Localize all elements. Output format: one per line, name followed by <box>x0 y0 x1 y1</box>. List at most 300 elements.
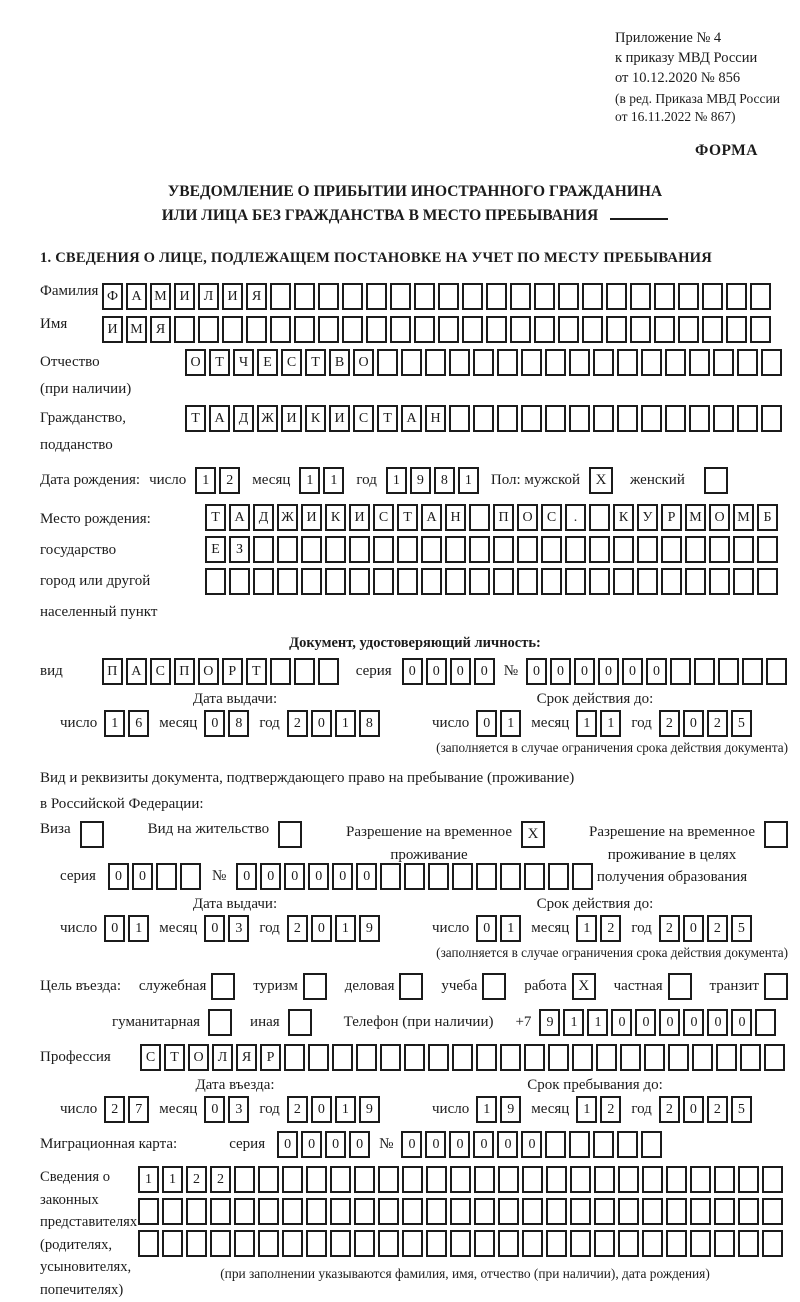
char-box[interactable]: 5 <box>731 915 752 942</box>
char-box[interactable] <box>229 568 250 595</box>
char-box[interactable] <box>733 536 754 563</box>
char-box[interactable] <box>510 316 531 343</box>
work-checkbox[interactable]: X <box>572 973 596 1000</box>
char-box[interactable]: 0 <box>598 658 619 685</box>
char-box[interactable]: Н <box>445 504 466 531</box>
char-box[interactable] <box>517 536 538 563</box>
char-box[interactable] <box>186 1230 207 1257</box>
char-box[interactable] <box>500 1044 521 1071</box>
char-box[interactable] <box>521 349 542 376</box>
char-box[interactable] <box>593 1131 614 1158</box>
char-box[interactable]: 0 <box>473 1131 494 1158</box>
char-box[interactable] <box>318 283 339 310</box>
char-box[interactable] <box>234 1198 255 1225</box>
char-box[interactable]: С <box>541 504 562 531</box>
char-box[interactable] <box>594 1166 615 1193</box>
char-box[interactable]: 0 <box>284 863 305 890</box>
char-box[interactable] <box>716 1044 737 1071</box>
char-box[interactable] <box>565 536 586 563</box>
char-box[interactable]: И <box>301 504 322 531</box>
char-box[interactable] <box>414 283 435 310</box>
char-box[interactable] <box>428 863 449 890</box>
char-box[interactable] <box>270 283 291 310</box>
char-box[interactable] <box>445 536 466 563</box>
char-box[interactable]: 0 <box>277 1131 298 1158</box>
char-box[interactable]: С <box>373 504 394 531</box>
char-box[interactable]: 0 <box>356 863 377 890</box>
char-box[interactable] <box>522 1230 543 1257</box>
char-box[interactable] <box>462 283 483 310</box>
char-box[interactable] <box>546 1166 567 1193</box>
char-box[interactable] <box>713 349 734 376</box>
char-box[interactable] <box>637 536 658 563</box>
char-box[interactable] <box>342 316 363 343</box>
char-box[interactable] <box>438 283 459 310</box>
char-box[interactable] <box>666 1166 687 1193</box>
char-box[interactable]: Я <box>246 283 267 310</box>
char-box[interactable]: 0 <box>611 1009 632 1036</box>
char-box[interactable] <box>738 1198 759 1225</box>
char-box[interactable] <box>617 405 638 432</box>
char-box[interactable] <box>685 568 706 595</box>
char-box[interactable] <box>546 1198 567 1225</box>
char-box[interactable]: 2 <box>600 915 621 942</box>
char-box[interactable] <box>546 1230 567 1257</box>
char-box[interactable] <box>402 1230 423 1257</box>
char-box[interactable] <box>330 1230 351 1257</box>
char-box[interactable] <box>500 863 521 890</box>
char-box[interactable]: О <box>198 658 219 685</box>
char-box[interactable]: 2 <box>210 1166 231 1193</box>
char-box[interactable] <box>548 863 569 890</box>
char-box[interactable] <box>620 1044 641 1071</box>
char-box[interactable]: К <box>613 504 634 531</box>
char-box[interactable] <box>426 1166 447 1193</box>
char-box[interactable] <box>452 1044 473 1071</box>
char-box[interactable] <box>174 316 195 343</box>
char-box[interactable] <box>210 1230 231 1257</box>
char-box[interactable] <box>714 1230 735 1257</box>
char-box[interactable] <box>572 863 593 890</box>
char-box[interactable] <box>498 1198 519 1225</box>
char-box[interactable]: 2 <box>219 467 240 494</box>
char-box[interactable] <box>666 1198 687 1225</box>
char-box[interactable]: А <box>401 405 422 432</box>
char-box[interactable] <box>582 316 603 343</box>
char-box[interactable] <box>486 283 507 310</box>
char-box[interactable]: 2 <box>287 710 308 737</box>
char-box[interactable] <box>582 283 603 310</box>
char-box[interactable]: З <box>229 536 250 563</box>
char-box[interactable] <box>330 1166 351 1193</box>
char-box[interactable] <box>709 568 730 595</box>
char-box[interactable]: 1 <box>587 1009 608 1036</box>
char-box[interactable]: Я <box>236 1044 257 1071</box>
char-box[interactable] <box>718 658 739 685</box>
char-box[interactable]: 2 <box>600 1096 621 1123</box>
char-box[interactable] <box>654 283 675 310</box>
char-box[interactable] <box>589 536 610 563</box>
char-box[interactable] <box>497 405 518 432</box>
char-box[interactable]: 0 <box>683 915 704 942</box>
char-box[interactable] <box>306 1166 327 1193</box>
char-box[interactable] <box>766 658 787 685</box>
visa-checkbox[interactable] <box>80 821 104 848</box>
char-box[interactable]: 0 <box>349 1131 370 1158</box>
char-box[interactable]: Т <box>209 349 230 376</box>
char-box[interactable] <box>534 316 555 343</box>
char-box[interactable]: А <box>126 658 147 685</box>
char-box[interactable]: П <box>493 504 514 531</box>
char-box[interactable]: 0 <box>402 658 423 685</box>
char-box[interactable]: 8 <box>434 467 455 494</box>
char-box[interactable] <box>755 1009 776 1036</box>
humanitarian-checkbox[interactable] <box>208 1009 232 1036</box>
char-box[interactable]: 0 <box>497 1131 518 1158</box>
char-box[interactable] <box>401 349 422 376</box>
char-box[interactable]: 0 <box>646 658 667 685</box>
study-checkbox[interactable] <box>482 973 506 1000</box>
char-box[interactable] <box>284 1044 305 1071</box>
char-box[interactable] <box>476 1044 497 1071</box>
char-box[interactable] <box>565 568 586 595</box>
char-box[interactable]: Ж <box>257 405 278 432</box>
char-box[interactable] <box>690 1230 711 1257</box>
char-box[interactable]: В <box>329 349 350 376</box>
char-box[interactable] <box>761 405 782 432</box>
char-box[interactable] <box>545 349 566 376</box>
char-box[interactable] <box>570 1198 591 1225</box>
char-box[interactable] <box>330 1198 351 1225</box>
char-box[interactable] <box>438 316 459 343</box>
char-box[interactable]: М <box>150 283 171 310</box>
char-box[interactable]: 1 <box>162 1166 183 1193</box>
char-box[interactable] <box>234 1166 255 1193</box>
char-box[interactable] <box>641 405 662 432</box>
char-box[interactable]: 1 <box>104 710 125 737</box>
char-box[interactable] <box>318 658 339 685</box>
char-box[interactable] <box>545 1131 566 1158</box>
char-box[interactable] <box>762 1166 783 1193</box>
char-box[interactable]: С <box>353 405 374 432</box>
char-box[interactable] <box>630 316 651 343</box>
char-box[interactable] <box>397 568 418 595</box>
char-box[interactable] <box>569 405 590 432</box>
char-box[interactable]: 2 <box>707 1096 728 1123</box>
char-box[interactable]: М <box>685 504 706 531</box>
char-box[interactable]: Ч <box>233 349 254 376</box>
char-box[interactable] <box>449 349 470 376</box>
char-box[interactable]: 0 <box>204 915 225 942</box>
char-box[interactable]: 0 <box>574 658 595 685</box>
char-box[interactable] <box>306 1198 327 1225</box>
private-checkbox[interactable] <box>668 973 692 1000</box>
char-box[interactable]: 1 <box>128 915 149 942</box>
char-box[interactable]: Н <box>425 405 446 432</box>
char-box[interactable] <box>378 1230 399 1257</box>
char-box[interactable] <box>665 405 686 432</box>
sex-female-checkbox[interactable] <box>704 467 728 494</box>
char-box[interactable] <box>541 536 562 563</box>
char-box[interactable] <box>205 568 226 595</box>
char-box[interactable] <box>473 405 494 432</box>
char-box[interactable]: 9 <box>500 1096 521 1123</box>
char-box[interactable]: 1 <box>500 710 521 737</box>
char-box[interactable] <box>666 1230 687 1257</box>
char-box[interactable]: О <box>185 349 206 376</box>
char-box[interactable]: 0 <box>311 1096 332 1123</box>
char-box[interactable] <box>570 1230 591 1257</box>
char-box[interactable] <box>325 568 346 595</box>
char-box[interactable] <box>486 316 507 343</box>
char-box[interactable] <box>738 1166 759 1193</box>
char-box[interactable] <box>277 568 298 595</box>
char-box[interactable]: 0 <box>301 1131 322 1158</box>
char-box[interactable] <box>258 1230 279 1257</box>
char-box[interactable]: 0 <box>401 1131 422 1158</box>
char-box[interactable] <box>497 349 518 376</box>
char-box[interactable]: 0 <box>550 658 571 685</box>
char-box[interactable]: 0 <box>260 863 281 890</box>
char-box[interactable] <box>428 1044 449 1071</box>
char-box[interactable] <box>294 316 315 343</box>
char-box[interactable] <box>521 405 542 432</box>
char-box[interactable] <box>474 1166 495 1193</box>
char-box[interactable]: 2 <box>707 915 728 942</box>
char-box[interactable] <box>762 1230 783 1257</box>
char-box[interactable] <box>618 1230 639 1257</box>
char-box[interactable]: А <box>421 504 442 531</box>
char-box[interactable] <box>138 1198 159 1225</box>
char-box[interactable] <box>541 568 562 595</box>
char-box[interactable] <box>354 1166 375 1193</box>
char-box[interactable]: 1 <box>138 1166 159 1193</box>
char-box[interactable]: 0 <box>311 710 332 737</box>
other-purpose-checkbox[interactable] <box>288 1009 312 1036</box>
char-box[interactable] <box>210 1198 231 1225</box>
char-box[interactable] <box>349 536 370 563</box>
char-box[interactable] <box>366 316 387 343</box>
char-box[interactable] <box>342 283 363 310</box>
char-box[interactable] <box>642 1230 663 1257</box>
char-box[interactable] <box>426 1198 447 1225</box>
char-box[interactable]: Т <box>164 1044 185 1071</box>
char-box[interactable] <box>589 504 610 531</box>
char-box[interactable] <box>162 1230 183 1257</box>
char-box[interactable] <box>661 536 682 563</box>
business-checkbox[interactable] <box>399 973 423 1000</box>
char-box[interactable] <box>596 1044 617 1071</box>
char-box[interactable] <box>452 863 473 890</box>
char-box[interactable] <box>473 349 494 376</box>
char-box[interactable]: 1 <box>335 1096 356 1123</box>
char-box[interactable] <box>258 1198 279 1225</box>
char-box[interactable] <box>713 405 734 432</box>
char-box[interactable]: 8 <box>359 710 380 737</box>
char-box[interactable]: 1 <box>335 915 356 942</box>
char-box[interactable] <box>757 536 778 563</box>
char-box[interactable] <box>390 283 411 310</box>
char-box[interactable] <box>498 1230 519 1257</box>
char-box[interactable] <box>641 349 662 376</box>
char-box[interactable]: 0 <box>104 915 125 942</box>
char-box[interactable]: 8 <box>228 710 249 737</box>
char-box[interactable] <box>198 316 219 343</box>
char-box[interactable]: Р <box>661 504 682 531</box>
char-box[interactable] <box>641 1131 662 1158</box>
char-box[interactable] <box>469 536 490 563</box>
char-box[interactable] <box>637 568 658 595</box>
char-box[interactable] <box>589 568 610 595</box>
official-checkbox[interactable] <box>211 973 235 1000</box>
char-box[interactable] <box>476 863 497 890</box>
char-box[interactable]: Т <box>185 405 206 432</box>
char-box[interactable]: П <box>174 658 195 685</box>
char-box[interactable] <box>522 1166 543 1193</box>
char-box[interactable] <box>569 349 590 376</box>
char-box[interactable] <box>377 349 398 376</box>
char-box[interactable] <box>665 349 686 376</box>
char-box[interactable]: А <box>126 283 147 310</box>
char-box[interactable]: А <box>209 405 230 432</box>
char-box[interactable] <box>690 1166 711 1193</box>
char-box[interactable] <box>301 568 322 595</box>
char-box[interactable] <box>545 405 566 432</box>
char-box[interactable] <box>180 863 201 890</box>
char-box[interactable]: 0 <box>659 1009 680 1036</box>
char-box[interactable]: 9 <box>410 467 431 494</box>
char-box[interactable]: 0 <box>425 1131 446 1158</box>
char-box[interactable] <box>737 405 758 432</box>
char-box[interactable]: 9 <box>359 1096 380 1123</box>
char-box[interactable] <box>258 1166 279 1193</box>
char-box[interactable]: 0 <box>731 1009 752 1036</box>
char-box[interactable]: 5 <box>731 710 752 737</box>
char-box[interactable]: 1 <box>500 915 521 942</box>
char-box[interactable] <box>421 568 442 595</box>
char-box[interactable]: К <box>325 504 346 531</box>
char-box[interactable]: 0 <box>521 1131 542 1158</box>
char-box[interactable]: К <box>305 405 326 432</box>
char-box[interactable] <box>450 1166 471 1193</box>
char-box[interactable] <box>449 405 470 432</box>
char-box[interactable] <box>613 536 634 563</box>
char-box[interactable]: 0 <box>476 710 497 737</box>
char-box[interactable] <box>618 1166 639 1193</box>
char-box[interactable]: У <box>637 504 658 531</box>
char-box[interactable]: И <box>329 405 350 432</box>
char-box[interactable]: А <box>229 504 250 531</box>
char-box[interactable] <box>186 1198 207 1225</box>
char-box[interactable] <box>689 349 710 376</box>
char-box[interactable] <box>689 405 710 432</box>
char-box[interactable]: 0 <box>325 1131 346 1158</box>
char-box[interactable] <box>733 568 754 595</box>
char-box[interactable] <box>642 1198 663 1225</box>
char-box[interactable]: 2 <box>104 1096 125 1123</box>
char-box[interactable] <box>349 568 370 595</box>
char-box[interactable] <box>570 1166 591 1193</box>
char-box[interactable] <box>558 283 579 310</box>
char-box[interactable]: И <box>102 316 123 343</box>
char-box[interactable] <box>654 316 675 343</box>
char-box[interactable]: Б <box>757 504 778 531</box>
char-box[interactable]: И <box>281 405 302 432</box>
char-box[interactable] <box>356 1044 377 1071</box>
char-box[interactable]: 0 <box>526 658 547 685</box>
char-box[interactable]: 2 <box>186 1166 207 1193</box>
char-box[interactable]: И <box>222 283 243 310</box>
char-box[interactable] <box>742 658 763 685</box>
char-box[interactable] <box>301 536 322 563</box>
char-box[interactable] <box>726 316 747 343</box>
char-box[interactable]: Я <box>150 316 171 343</box>
char-box[interactable] <box>593 349 614 376</box>
char-box[interactable] <box>738 1230 759 1257</box>
char-box[interactable]: И <box>174 283 195 310</box>
char-box[interactable] <box>522 1198 543 1225</box>
char-box[interactable] <box>524 1044 545 1071</box>
char-box[interactable] <box>709 536 730 563</box>
char-box[interactable] <box>253 536 274 563</box>
char-box[interactable] <box>277 536 298 563</box>
char-box[interactable]: 1 <box>335 710 356 737</box>
char-box[interactable] <box>572 1044 593 1071</box>
char-box[interactable] <box>390 316 411 343</box>
char-box[interactable]: 0 <box>204 710 225 737</box>
char-box[interactable]: Ф <box>102 283 123 310</box>
char-box[interactable]: Ж <box>277 504 298 531</box>
char-box[interactable]: Л <box>198 283 219 310</box>
char-box[interactable] <box>373 568 394 595</box>
char-box[interactable] <box>294 658 315 685</box>
char-box[interactable]: 0 <box>707 1009 728 1036</box>
char-box[interactable] <box>469 568 490 595</box>
char-box[interactable] <box>380 863 401 890</box>
char-box[interactable]: 7 <box>128 1096 149 1123</box>
char-box[interactable]: 2 <box>707 710 728 737</box>
char-box[interactable]: С <box>281 349 302 376</box>
char-box[interactable] <box>757 568 778 595</box>
char-box[interactable]: 0 <box>308 863 329 890</box>
residence-permit-checkbox[interactable] <box>278 821 302 848</box>
char-box[interactable] <box>253 568 274 595</box>
char-box[interactable] <box>606 283 627 310</box>
char-box[interactable]: 1 <box>576 1096 597 1123</box>
char-box[interactable] <box>493 536 514 563</box>
char-box[interactable] <box>397 536 418 563</box>
char-box[interactable]: 0 <box>450 658 471 685</box>
char-box[interactable] <box>138 1230 159 1257</box>
char-box[interactable]: Р <box>260 1044 281 1071</box>
char-box[interactable] <box>474 1230 495 1257</box>
char-box[interactable]: 2 <box>287 915 308 942</box>
char-box[interactable] <box>702 316 723 343</box>
char-box[interactable]: Д <box>233 405 254 432</box>
char-box[interactable] <box>714 1198 735 1225</box>
char-box[interactable] <box>426 1230 447 1257</box>
char-box[interactable] <box>694 658 715 685</box>
char-box[interactable]: 0 <box>683 1009 704 1036</box>
char-box[interactable] <box>750 316 771 343</box>
char-box[interactable]: П <box>102 658 123 685</box>
char-box[interactable]: 2 <box>659 1096 680 1123</box>
sex-male-checkbox[interactable]: X <box>589 467 613 494</box>
char-box[interactable] <box>685 536 706 563</box>
char-box[interactable]: 1 <box>563 1009 584 1036</box>
char-box[interactable] <box>644 1044 665 1071</box>
char-box[interactable]: 9 <box>359 915 380 942</box>
